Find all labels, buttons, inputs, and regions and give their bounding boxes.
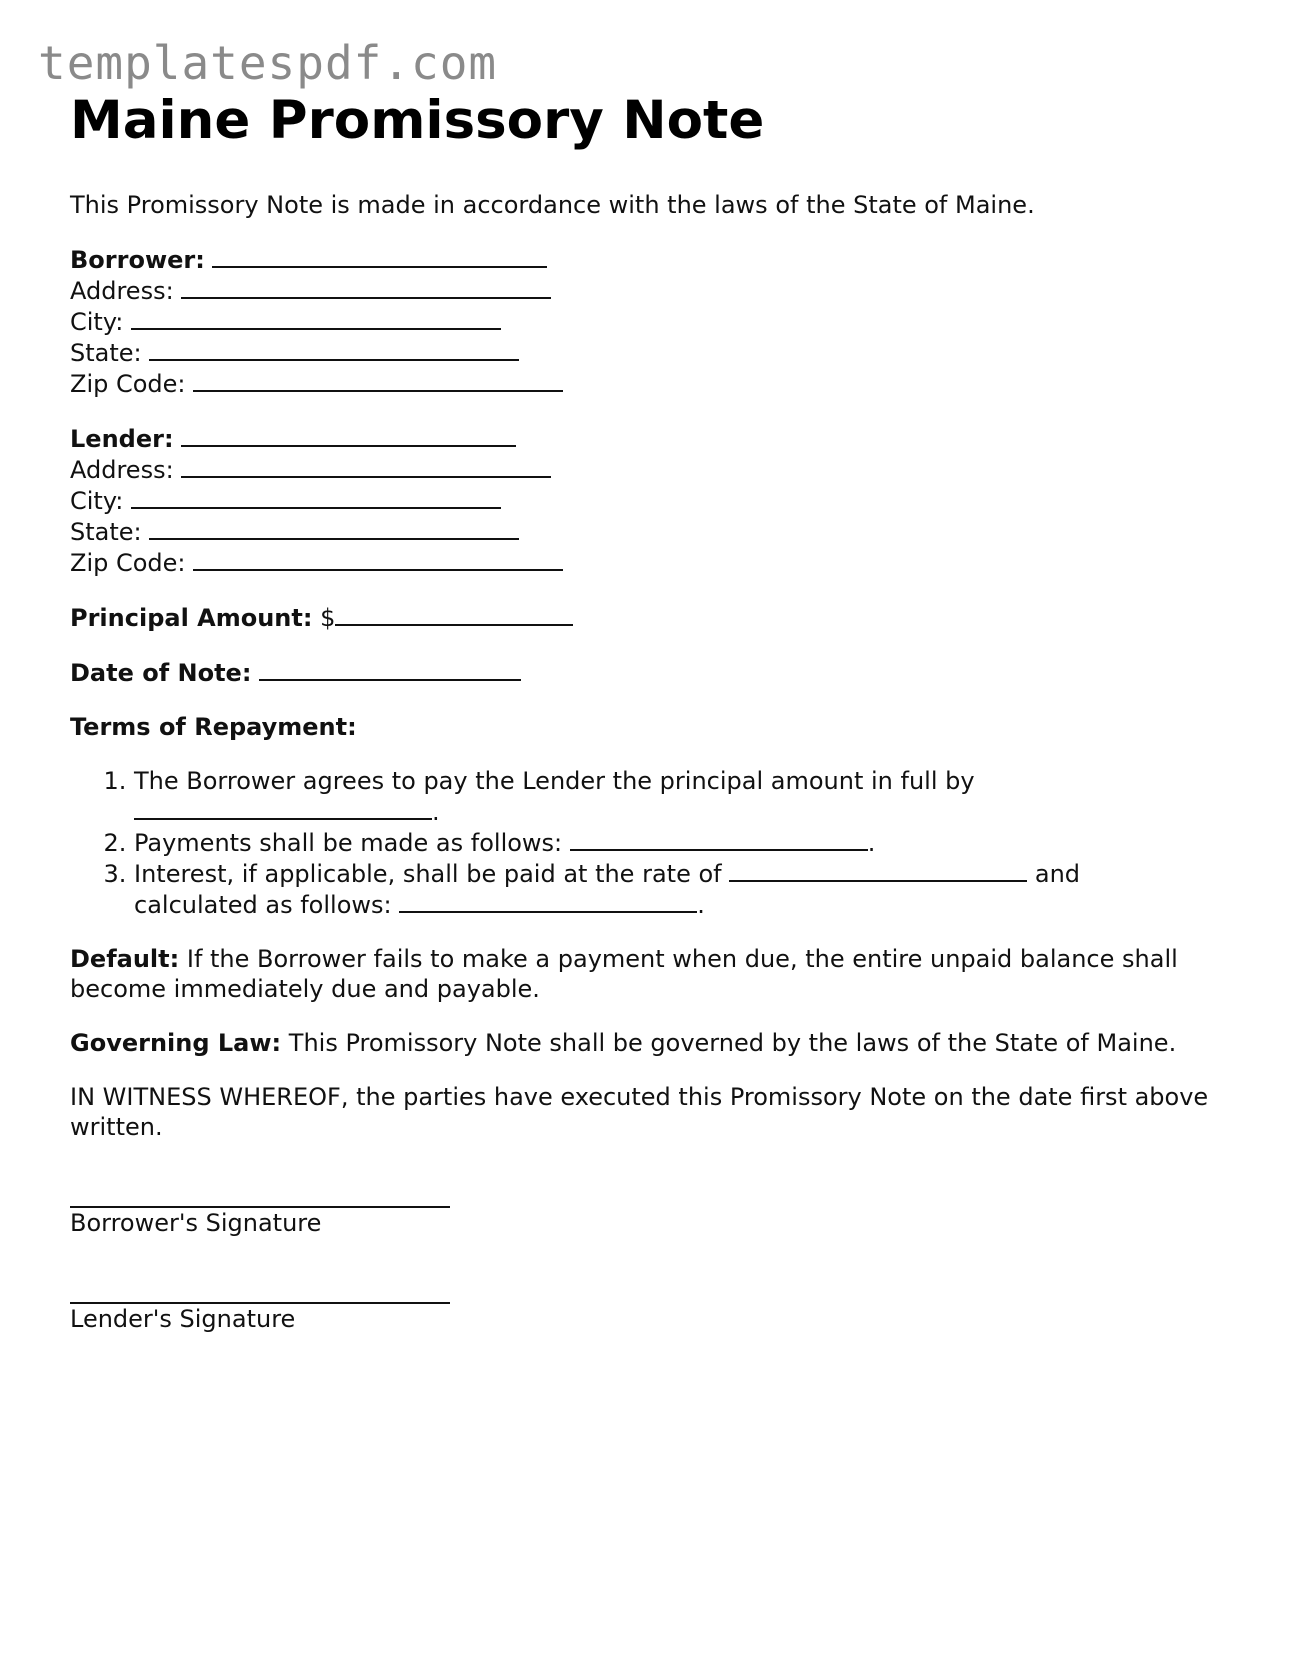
- borrower-section: [70, 244, 1220, 399]
- lender-address-field[interactable]: [181, 454, 551, 478]
- payment-schedule-field[interactable]: [570, 827, 868, 851]
- borrower-label: Borrower:: [70, 246, 205, 274]
- period: .: [867, 829, 876, 857]
- interest-rate-field[interactable]: [729, 858, 1027, 882]
- lender-address-row: [70, 454, 1220, 485]
- date-of-note-row: [70, 657, 1220, 688]
- lender-signature-label: Lender's Signature: [70, 1305, 296, 1333]
- lender-state-field[interactable]: [149, 516, 519, 540]
- lender-label: Lender:: [70, 425, 174, 453]
- document-title: Maine Promissory Note: [70, 90, 765, 151]
- default-text: If the Borrower fails to make a payment when due, the entire unpaid balance shall become immediately due and payable.: [70, 945, 1178, 1003]
- principal-amount-row: [70, 602, 1220, 633]
- lender-city-field[interactable]: [131, 485, 501, 509]
- lender-name-field[interactable]: [181, 423, 516, 447]
- principal-amount-field[interactable]: [335, 602, 573, 626]
- repayment-date-field[interactable]: [134, 796, 432, 820]
- borrower-address-label: Address:: [70, 277, 174, 305]
- terms-item-1-text: The Borrower agrees to pay the Lender the principal amount in full by: [134, 767, 975, 795]
- borrower-city-row: [70, 306, 1220, 337]
- date-of-note-field[interactable]: [259, 657, 521, 681]
- lender-section: [70, 423, 1220, 578]
- watermark: templatespdf.com: [38, 36, 498, 90]
- lender-zip-row: [70, 547, 1220, 578]
- borrower-name-row: [70, 244, 1220, 275]
- lender-address-label: Address:: [70, 456, 174, 484]
- default-label: Default:: [70, 945, 180, 973]
- borrower-signature-label: Borrower's Signature: [70, 1209, 322, 1237]
- terms-heading-text: Terms of Repayment:: [70, 713, 357, 741]
- lender-city-row: [70, 485, 1220, 516]
- borrower-signature-block: [70, 1182, 1220, 1238]
- borrower-city-label: City:: [70, 308, 124, 336]
- terms-list: [70, 766, 1220, 920]
- lender-zip-field[interactable]: [193, 547, 563, 571]
- lender-state-label: State:: [70, 518, 142, 546]
- terms-item-1: [134, 766, 1220, 827]
- terms-item-3-text-b: and: [1034, 860, 1081, 888]
- terms-item-2: [134, 827, 1220, 858]
- borrower-zip-field[interactable]: [193, 368, 563, 392]
- principal-amount-label: Principal Amount:: [70, 604, 313, 632]
- witness-clause: IN WITNESS WHEREOF, the parties have executed this Promissory Note on the date first above written.: [70, 1083, 1209, 1141]
- borrower-zip-row: [70, 368, 1220, 399]
- lender-city-label: City:: [70, 487, 124, 515]
- currency-symbol: $: [320, 604, 336, 632]
- terms-item-3: [134, 858, 1220, 920]
- borrower-name-field[interactable]: [212, 244, 547, 268]
- document-page: [70, 90, 1220, 1334]
- period: .: [432, 798, 440, 826]
- lender-signature-field[interactable]: [70, 1278, 450, 1304]
- default-clause: [70, 944, 1220, 1004]
- borrower-city-field[interactable]: [131, 306, 501, 330]
- terms-item-3-text-a: Interest, if applicable, shall be paid at the rate of: [134, 860, 722, 888]
- borrower-zip-label: Zip Code:: [70, 370, 186, 398]
- period: .: [697, 891, 705, 919]
- borrower-address-row: [70, 275, 1220, 306]
- terms-item-2-text: Payments shall be made as follows:: [134, 829, 563, 857]
- lender-signature-block: [70, 1278, 1220, 1334]
- lender-name-row: [70, 423, 1220, 454]
- terms-heading: [70, 712, 1220, 742]
- borrower-signature-field[interactable]: [70, 1182, 450, 1208]
- borrower-state-field[interactable]: [149, 337, 519, 361]
- governing-law-clause: [70, 1028, 1220, 1058]
- borrower-address-field[interactable]: [181, 275, 551, 299]
- borrower-state-label: State:: [70, 339, 142, 367]
- lender-state-row: [70, 516, 1220, 547]
- lender-zip-label: Zip Code:: [70, 549, 186, 577]
- governing-law-text: This Promissory Note shall be governed by the laws of the State of Maine.: [288, 1029, 1177, 1057]
- governing-law-label: Governing Law:: [70, 1029, 282, 1057]
- date-of-note-label: Date of Note:: [70, 659, 252, 687]
- borrower-state-row: [70, 337, 1220, 368]
- interest-calculation-field[interactable]: [399, 889, 697, 913]
- terms-item-3-text-c: calculated as follows:: [134, 891, 392, 919]
- intro-paragraph: This Promissory Note is made in accordance with the laws of the State of Maine.: [70, 191, 1035, 219]
